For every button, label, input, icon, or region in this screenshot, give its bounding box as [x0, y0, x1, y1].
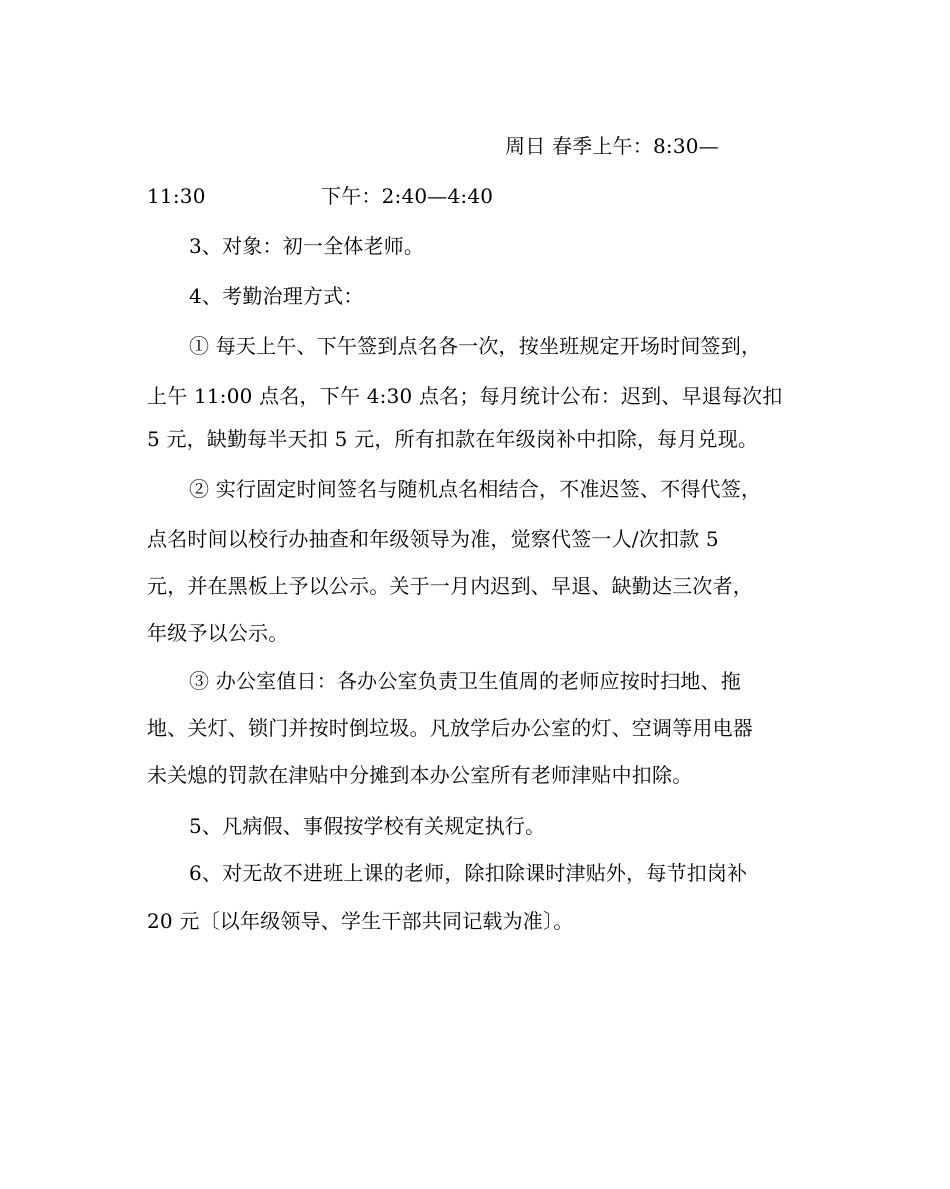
- item-1-line-2: 上午 11:00 点名，下午 4:30 点名；每月统计公布：迟到、早退每次扣: [147, 384, 783, 408]
- item-3-line-1: ③ 办公室值日：各办公室负责卫生值周的老师应按时扫地、拖: [189, 669, 741, 693]
- paragraph-absence-line-1: 6、对无故不进班上课的老师，除扣除课时津贴外，每节扣岗补: [189, 861, 748, 885]
- item-2-line-2: 点名时间以校行办抽查和年级领导为准，觉察代签一人/次扣款 5: [147, 527, 719, 551]
- item-2-line-1: ② 实行固定时间签名与随机点名相结合，不准迟签、不得代签，: [189, 477, 762, 501]
- item-2-line-4: 年级予以公示。: [147, 621, 289, 645]
- schedule-afternoon: 下午：2:40—4:40: [321, 184, 494, 208]
- paragraph-absence-line-2: 20 元〔以年级领导、学生干部共同记载为准〕。: [147, 909, 574, 933]
- paragraph-leave: 5、凡病假、事假按学校有关规定执行。: [189, 814, 546, 838]
- schedule-sunday-line: 周日 春季上午：8:30—: [505, 134, 719, 158]
- item-3-line-3: 未关熄的罚款在津贴中分摊到本办公室所有老师津贴中扣除。: [147, 763, 693, 787]
- item-1-line-3: 5 元，缺勤每半天扣 5 元，所有扣款在年级岗补中扣除，每月兑现。: [147, 427, 759, 451]
- paragraph-method-heading: 4、考勤治理方式：: [189, 284, 364, 308]
- paragraph-target: 3、对象：初一全体老师。: [189, 234, 425, 258]
- schedule-end-time: 11:30: [147, 184, 206, 208]
- item-3-line-2: 地、关灯、锁门并按时倒垃圾。凡放学后办公室的灯、空调等用电器: [147, 716, 753, 740]
- item-2-line-3: 元，并在黑板上予以公示。关于一月内迟到、早退、缺勤达三次者，: [147, 574, 753, 598]
- item-1-line-1: ① 每天上午、下午签到点名各一次，按坐班规定开场时间签到，: [189, 334, 762, 358]
